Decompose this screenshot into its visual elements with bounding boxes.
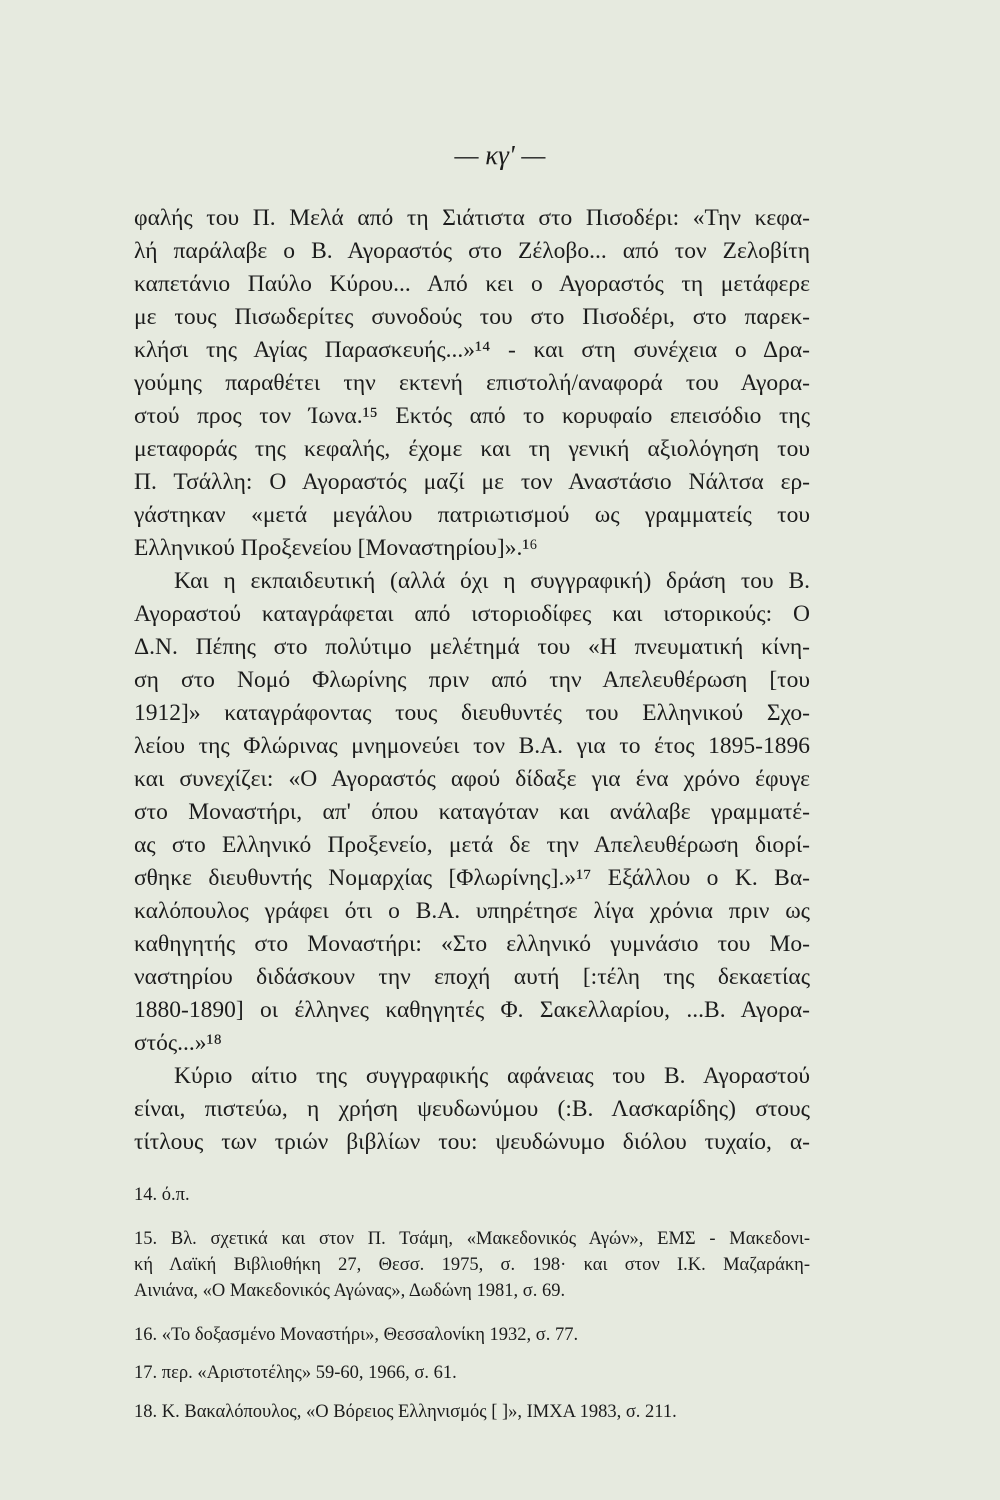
text-line: γούμης παραθέτει την εκτενή επιστολή/αναφορά του Αγορα- <box>134 370 810 396</box>
text-line: 1912]» καταγράφοντας τους διευθυντές του Ελληνικού Σχο- <box>134 700 810 726</box>
footnote-17: 17. περ. «Αριστοτέλης» 59-60, 1966, σ. 61. <box>134 1363 457 1383</box>
page-number-header: — κγ' — <box>454 140 546 170</box>
text-line: λείου της Φλώρινας μνημονεύει τον Β.Α. για το έτος 1895-1896 <box>134 733 810 759</box>
text-line: γάστηκαν «μετά μεγάλου πατριωτισμού ως γραμματείς του <box>134 502 810 528</box>
text-line: 1880-1890] οι έλληνες καθηγητές Φ. Σακελλαρίου, ...Β. Αγορα- <box>134 997 810 1023</box>
paragraph-start-line: Κύριο αίτιο της συγγραφικής αφάνειας του Β. Αγοραστού <box>174 1063 810 1089</box>
footnote-15: 15. Βλ. σχετικά και στον Π. Τσάμη, «Μακεδονικός Αγών», ΕΜΣ - Μακεδονι- <box>134 1229 810 1249</box>
text-line: με τους Πισωδερίτες συνοδούς του στο Πισοδέρι, στο παρεκ- <box>134 304 810 330</box>
text-line: και συνεχίζει: «Ο Αγοραστός αφού δίδαξε για ένα χρόνο έφυγε <box>134 766 810 792</box>
text-line: καπετάνιο Παύλο Κύρου... Από κει ο Αγοραστός τη μετάφερε <box>134 271 810 297</box>
paragraph-start-line: Και η εκπαιδευτική (αλλά όχι η συγγραφική) δράση του Β. <box>174 568 810 594</box>
text-line: ση στο Νομό Φλωρίνης πριν από την Απελευθέρωση [του <box>134 667 810 693</box>
text-line: λή παράλαβε ο Β. Αγοραστός στο Ζέλοβο... από τον Ζελοβίτη <box>134 238 810 264</box>
text-line: σθηκε διευθυντής Νομαρχίας [Φλωρίνης].»¹⁷ Εξάλλου ο Κ. Βα- <box>134 865 810 891</box>
text-line: τίτλους των τριών βιβλίων του: ψευδώνυμο διόλου τυχαίο, α- <box>134 1129 810 1155</box>
text-line: καθηγητής στο Μοναστήρι: «Στο ελληνικό γυμνάσιο του Μο- <box>134 931 810 957</box>
text-line: μεταφοράς της κεφαλής, έχομε και τη γενική αξιολόγηση του <box>134 436 810 462</box>
text-line: κλήσι της Αγίας Παρασκευής...»¹⁴ - και στη συνέχεια ο Δρα- <box>134 337 810 363</box>
footnote-18: 18. Κ. Βακαλόπουλος, «Ο Βόρειος Ελληνισμός [ ]», ΙΜΧΑ 1983, σ. 211. <box>134 1402 677 1422</box>
text-line: στού προς τον Ίωνα.¹⁵ Εκτός από το κορυφαίο επεισόδιο της <box>134 403 810 429</box>
footnote-15-cont: κή Λαϊκή Βιβλιοθήκη 27, Θεσσ. 1975, σ. 198· και στον Ι.Κ. Μαζαράκη- <box>134 1255 810 1275</box>
text-line: φαλής του Π. Μελά από τη Σιάτιστα στο Πισοδέρι: «Την κεφα- <box>134 205 810 231</box>
text-line: Αγοραστού καταγράφεται από ιστοριοδίφες και ιστορικούς: Ο <box>134 601 810 627</box>
text-line: στός...»¹⁸ <box>134 1030 222 1056</box>
text-line: ναστηρίου διδάσκουν την εποχή αυτή [:τέλη της δεκαετίας <box>134 964 810 990</box>
text-line: Π. Τσάλλη: Ο Αγοραστός μαζί με τον Αναστάσιο Νάλτσα ερ- <box>134 469 810 495</box>
footnote-16: 16. «Το δοξασμένο Μοναστήρι», Θεσσαλονίκη 1932, σ. 77. <box>134 1325 579 1345</box>
footnote-14: 14. ό.π. <box>134 1185 190 1205</box>
text-line: στο Μοναστήρι, απ' όπου καταγόταν και ανάλαβε γραμματέ- <box>134 799 810 825</box>
text-line: είναι, πιστεύω, η χρήση ψευδωνύμου (:Β. Λασκαρίδης) στους <box>134 1096 810 1122</box>
footnote-15-cont: Αινιάνα, «Ο Μακεδονικός Αγώνας», Δωδώνη 1981, σ. 69. <box>134 1281 566 1301</box>
text-line: Ελληνικού Προξενείου [Μοναστηρίου]».¹⁶ <box>134 535 538 561</box>
text-line: ας στο Ελληνικό Προξενείο, μετά δε την Απελευθέρωση διορί- <box>134 832 810 858</box>
text-line: καλόπουλος γράφει ότι ο Β.Α. υπηρέτησε λίγα χρόνια πριν ως <box>134 898 810 924</box>
text-line: Δ.Ν. Πέπης στο πολύτιμο μελέτημά του «Η πνευματική κίνη- <box>134 634 810 660</box>
